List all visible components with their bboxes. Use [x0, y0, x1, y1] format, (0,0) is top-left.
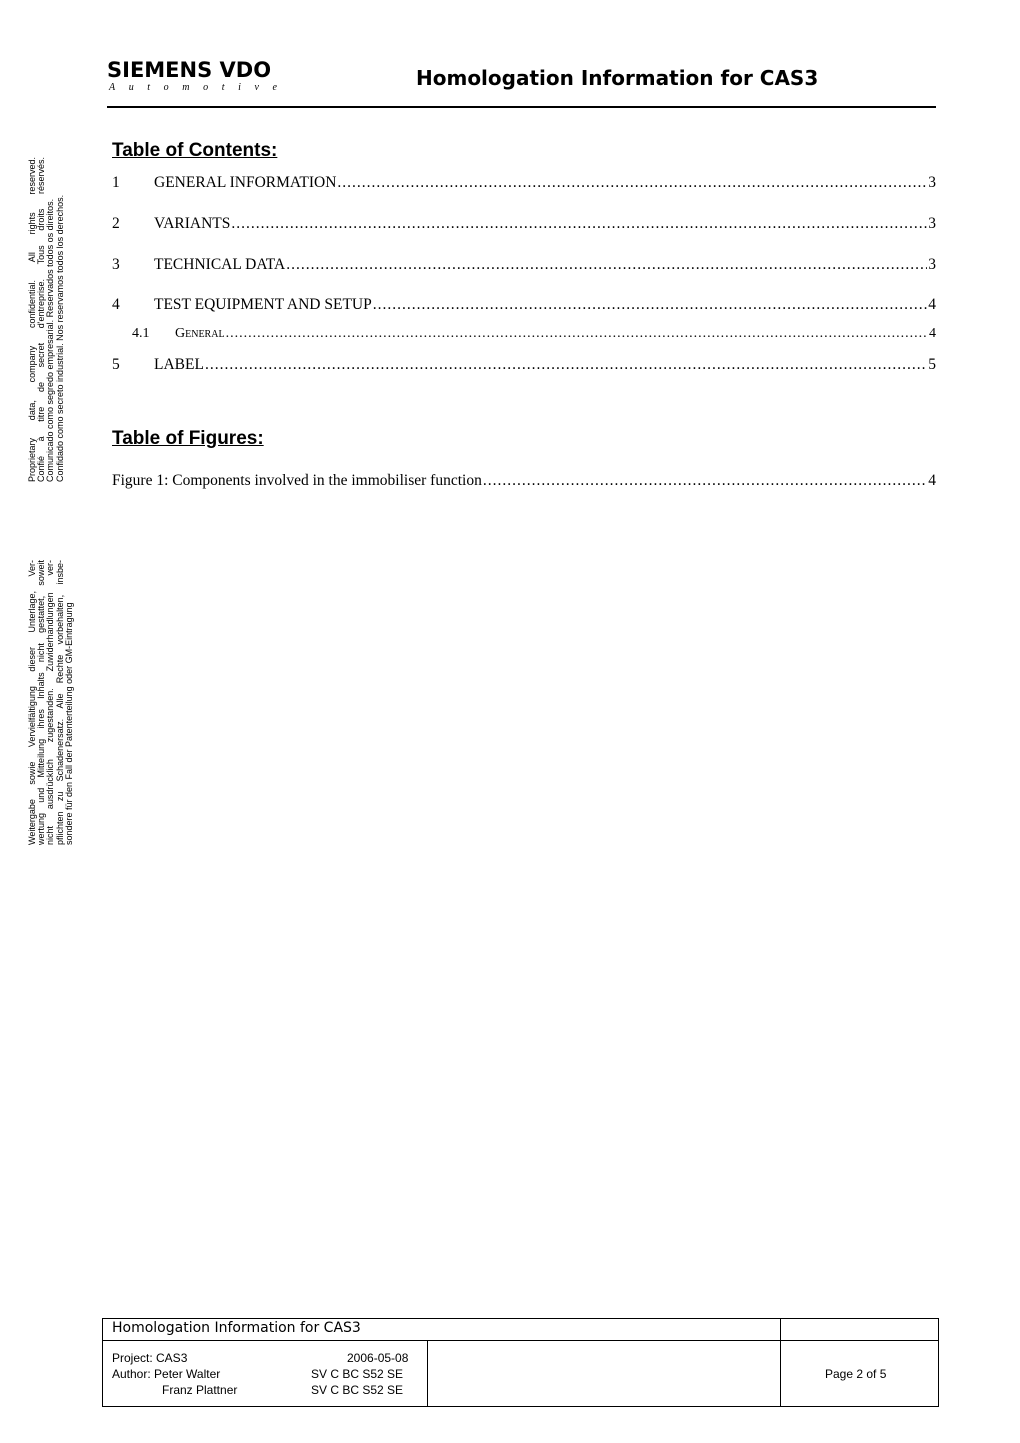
footer-page-number: Page 2 of 5: [825, 1367, 887, 1381]
footer-divider: [780, 1319, 781, 1340]
toc-entry-number: 4: [112, 296, 120, 313]
toc-leader-dots: [205, 356, 927, 374]
tof-entry-page: 4: [928, 472, 936, 489]
side-notice-word: Weitergabe: [27, 799, 37, 845]
header-title: Homologation Information for CAS3: [416, 66, 819, 90]
side-notice-word: Confidado como secreto industrial. Nos reservamos todos los derechos.: [54, 194, 65, 482]
toc-heading: Table of Contents:: [112, 140, 278, 161]
toc-entry[interactable]: [112, 296, 936, 314]
toc-entry-title: TEST EQUIPMENT AND SETUP: [154, 296, 372, 313]
siemens-vdo-logo: [107, 58, 307, 94]
side-notice-word: Comunicado como segredo empresarial. Reservados todos os direitos.: [45, 198, 56, 482]
side-notice-word: Unterlage,: [27, 591, 37, 633]
side-notice-word: Zuwiderhandlungen: [45, 592, 56, 672]
footer-title: Homologation Information for CAS3: [112, 1320, 361, 1336]
toc-entry-page: 5: [928, 356, 936, 373]
footer-author: Author: Peter Walter: [112, 1367, 221, 1381]
footer-date: 2006-05-08: [347, 1351, 409, 1365]
toc-entry-title: VARIANTS: [154, 215, 231, 232]
side-notice-word: Alle: [54, 693, 65, 709]
side-notice-word: Tous: [36, 245, 47, 265]
tof-entry[interactable]: [112, 472, 936, 490]
side-notice-word: vorbehalten,: [54, 594, 65, 645]
side-notice-word: de: [36, 382, 47, 393]
toc-entry-page: 4: [928, 296, 936, 313]
side-notice-word: dieser: [27, 647, 37, 672]
toc-entry-number: 3: [112, 256, 120, 273]
side-notice-word: ihres: [36, 709, 47, 729]
toc-entry-title: General: [175, 326, 225, 341]
toc-entry-page: 3: [928, 215, 936, 232]
toc-entry-page: 3: [928, 174, 936, 191]
toc-leader-dots: [286, 256, 927, 274]
side-notice-word: Inhalts: [36, 672, 47, 699]
toc-entry-number: 5: [112, 356, 120, 373]
toc-leader-dots: [373, 296, 928, 314]
tof-entry-title: Figure 1: Components involved in the immobiliser function: [112, 472, 482, 489]
tof-heading: Table of Figures:: [112, 428, 264, 449]
side-notice-line: [65, 560, 74, 845]
side-notice-weitergabe: [28, 560, 74, 845]
toc-entry[interactable]: [112, 174, 936, 192]
side-notice-word: pflichten: [54, 811, 65, 845]
footer-author-dept: SV C BC S52 SE: [311, 1367, 404, 1381]
side-notice-word: nicht: [45, 825, 56, 845]
toc-entry-page: 4: [929, 326, 936, 341]
side-notice-word: nicht: [36, 643, 47, 663]
side-notice-word: Schadenersatz.: [54, 718, 65, 782]
side-notice-word: confidential.: [27, 279, 37, 329]
side-notice-word: und: [36, 787, 47, 803]
side-notice-word: rights: [27, 212, 37, 235]
toc-entry-title: GENERAL INFORMATION: [154, 174, 337, 191]
side-notice-word: secret: [36, 342, 47, 368]
footer-table: [102, 1318, 939, 1407]
toc-entry-page: 3: [928, 256, 936, 273]
toc-leader-dots: [226, 326, 928, 342]
side-notice-word: Ver-: [27, 560, 37, 577]
toc-entry-number: 1: [112, 174, 120, 191]
side-notice-word: Confié: [36, 455, 47, 482]
logo-main-text: SIEMENS VDO: [107, 58, 272, 82]
side-notice-word: insbe-: [54, 560, 65, 585]
header-divider: [107, 106, 936, 108]
tof-leader-dots: [483, 472, 927, 490]
side-notice-word: reserved.: [27, 157, 37, 195]
side-notice-word: droits: [36, 208, 47, 231]
side-notice-word: soweit: [36, 560, 47, 586]
side-notice-word: wertung: [36, 812, 47, 845]
side-notice-line: [56, 157, 65, 482]
side-notice-word: à: [36, 436, 47, 442]
side-notice-word: Mitteilung: [36, 738, 47, 778]
footer-title-row: [103, 1319, 938, 1341]
side-notice-word: Vervielfältigung: [27, 686, 37, 748]
toc-entry[interactable]: [112, 356, 936, 374]
side-notice-word: gestattet,: [36, 595, 47, 633]
side-notice-word: zugestanden.: [45, 688, 56, 743]
side-notice-word: All: [27, 252, 37, 263]
toc-entry-title: LABEL: [154, 356, 204, 373]
toc-leader-dots: [337, 174, 927, 192]
side-notice-word: sondere für den Fall der Patenterteilung oder GM-Eintragung: [63, 602, 74, 845]
logo-sub-text: Automotive: [109, 82, 291, 93]
toc-entry[interactable]: [112, 256, 936, 274]
side-notice-word: zu: [54, 791, 65, 802]
footer-coauthor: Franz Plattner: [162, 1383, 238, 1397]
side-notice-word: ausdrücklich: [45, 759, 56, 810]
side-notice-word: Proprietary: [27, 437, 37, 482]
side-notice-word: d'entreprise.: [36, 278, 47, 329]
footer-divider: [427, 1340, 428, 1407]
toc-entry-title: TECHNICAL DATA: [154, 256, 286, 273]
toc-subentry[interactable]: [112, 326, 936, 342]
side-notice-word: data,: [27, 400, 37, 421]
toc-entry[interactable]: [112, 215, 936, 233]
side-notice-word: Rechte: [54, 654, 65, 684]
footer-project: Project: CAS3: [112, 1351, 188, 1365]
side-notice-word: sowie: [27, 761, 37, 785]
side-notice-word: company: [27, 345, 37, 383]
side-notice-word: ver-: [45, 560, 56, 576]
footer-coauthor-dept: SV C BC S52 SE: [311, 1383, 404, 1397]
footer-divider: [780, 1340, 781, 1407]
side-notice-proprietary: [28, 157, 65, 482]
toc-leader-dots: [231, 215, 927, 233]
toc-entry-number: 4.1: [132, 326, 150, 341]
side-notice-word: titre: [36, 406, 47, 422]
toc-entry-number: 2: [112, 215, 120, 232]
side-notice-word: réservés.: [36, 157, 47, 195]
